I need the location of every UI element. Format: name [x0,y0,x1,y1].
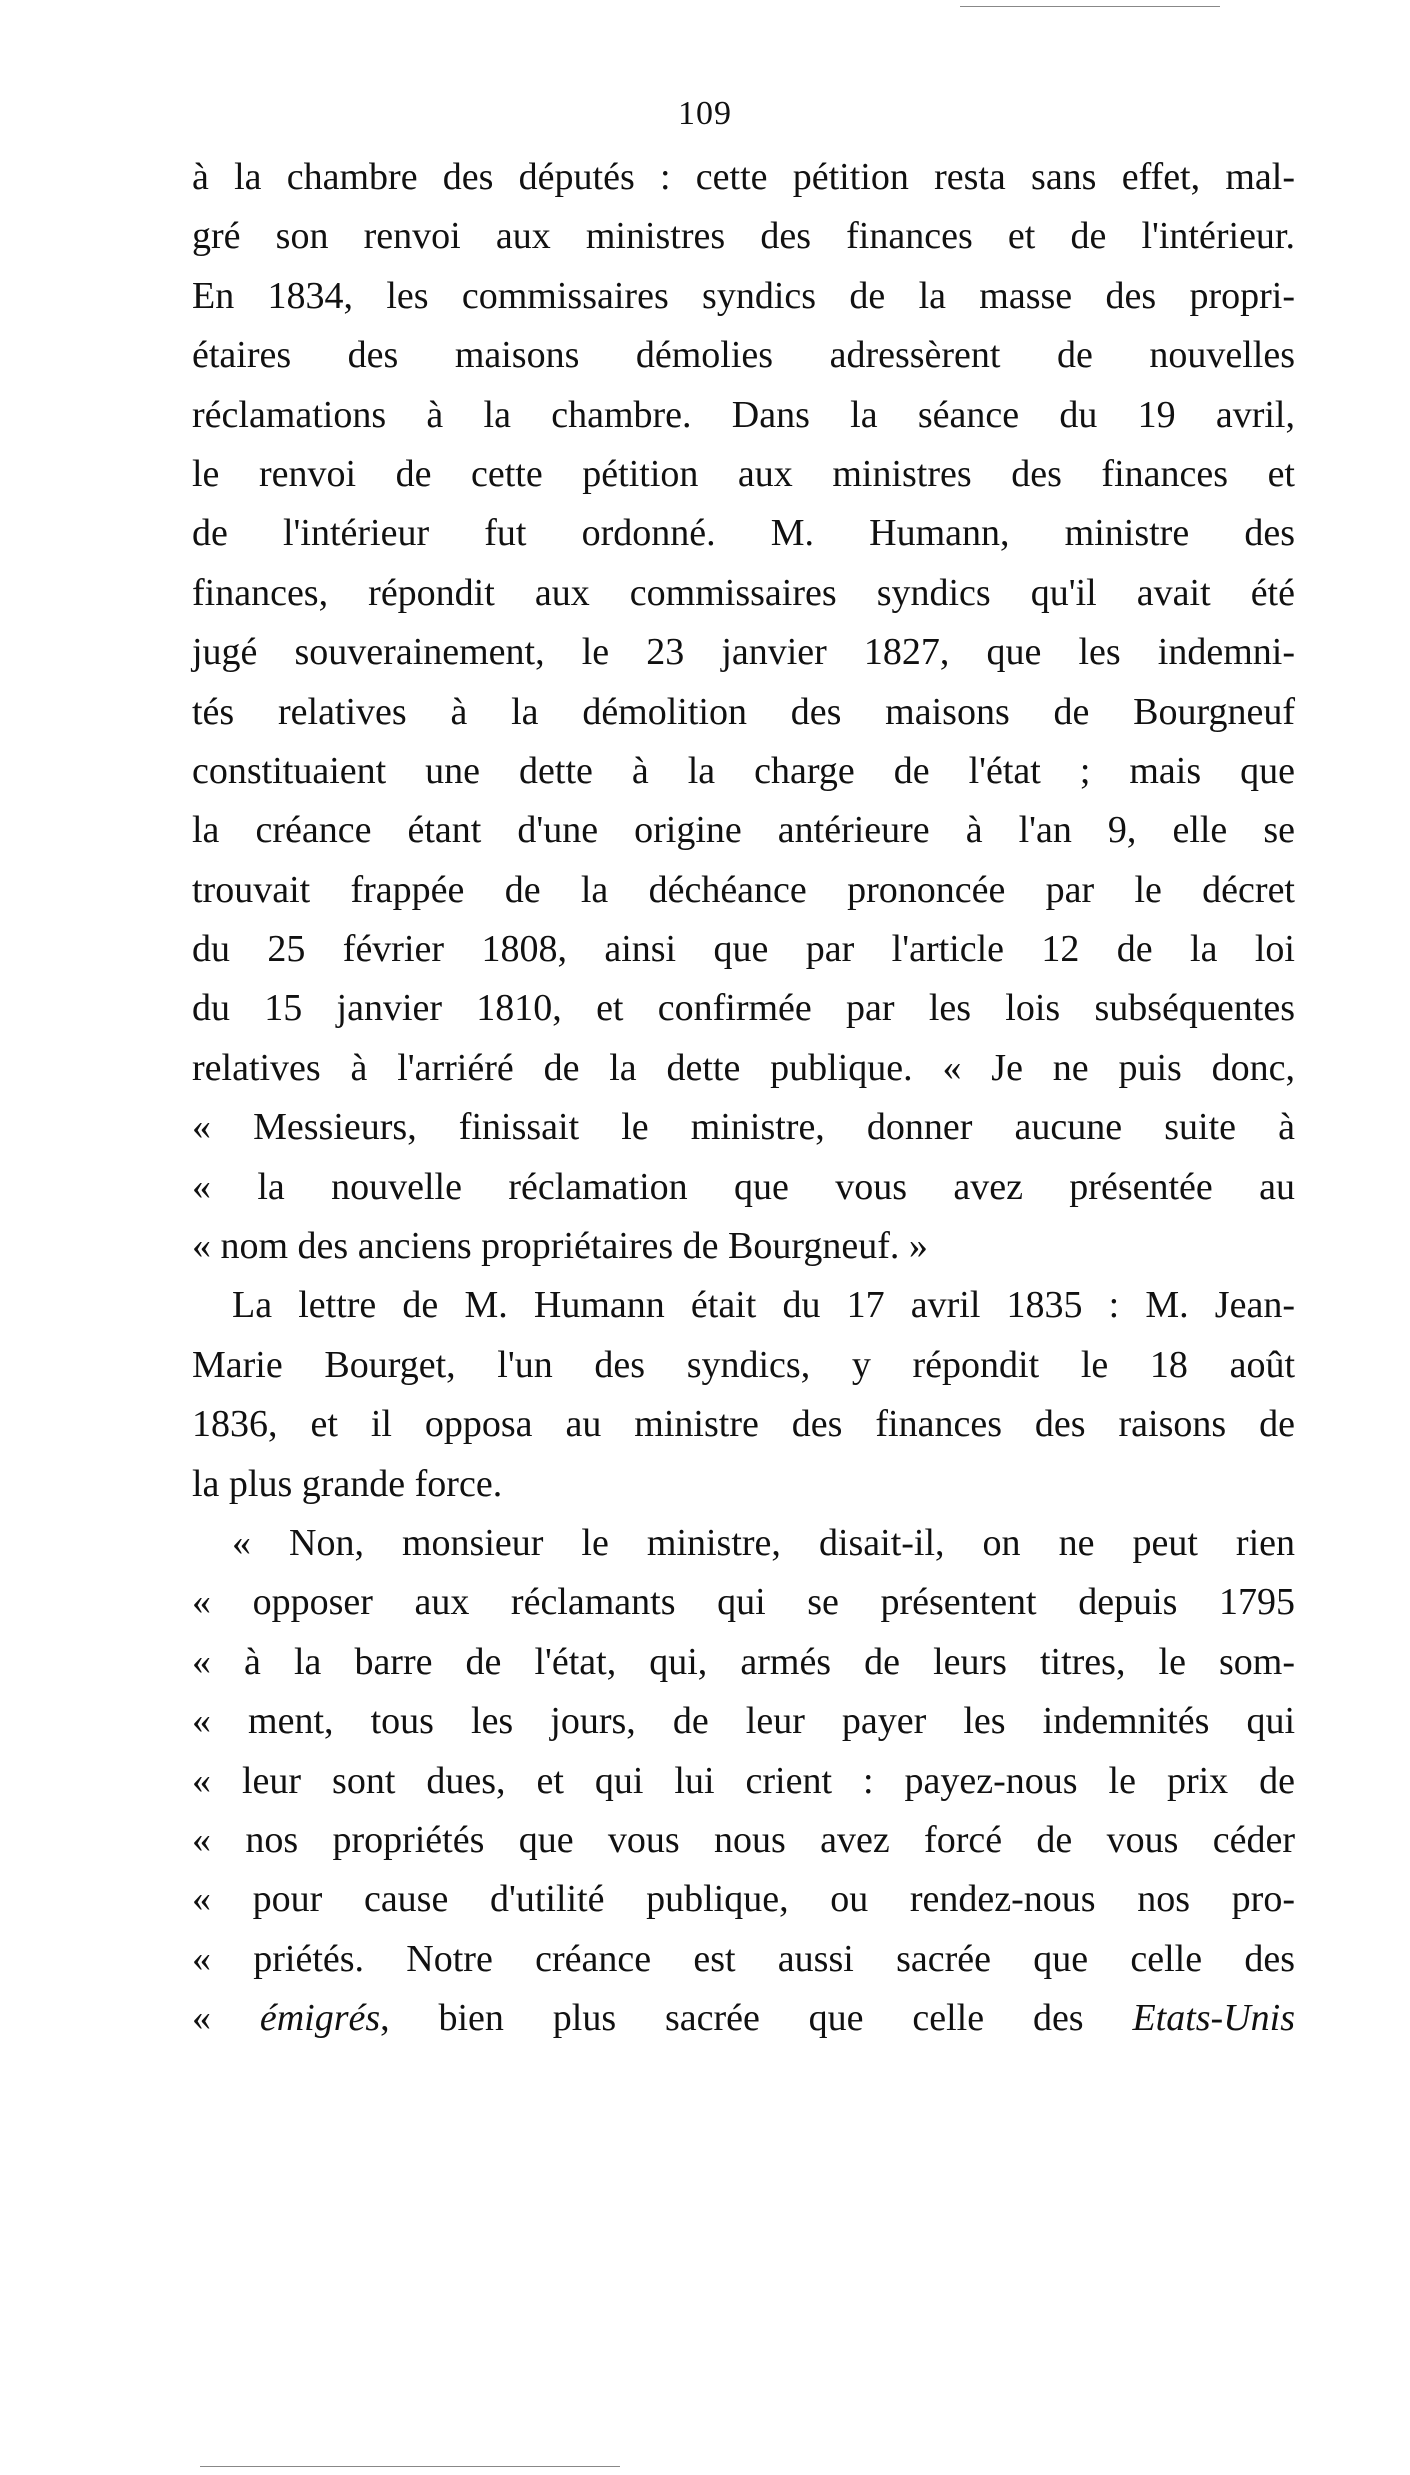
text-line: La lettre de M. Humann était du 17 avril 1835 : M. Jean- [232,1284,1295,1327]
text-line: étaires des maisons démolies adressèrent de nouvelles [192,334,1295,377]
text-line: Marie Bourget, l'un des syndics, y répondit le 18 août [192,1343,1295,1386]
text-line [192,1989,1295,2048]
text-line: 1836, et il opposa au ministre des finances des raisons de [192,1403,1295,1446]
text-line: du 15 janvier 1810, et confirmée par les lois subséquentes [192,987,1295,1030]
text-line: En 1834, les commissaires syndics de la masse des propri- [192,274,1295,317]
page-number: 109 [678,95,732,132]
text-segment: « [192,1997,260,2040]
text-line: jugé souverainement, le 23 janvier 1827, que les indemni- [192,631,1295,674]
top-edge-rule [960,6,1220,7]
text-line: réclamations à la chambre. Dans la séance du 19 avril, [192,393,1295,436]
text-line: de l'intérieur fut ordonné. M. Humann, ministre des [192,512,1295,555]
text-line: à la chambre des députés : cette pétition resta sans effet, mal- [192,156,1295,198]
text-line: finances, répondit aux commissaires syndics qu'il avait été [192,571,1295,614]
italic-text: émigrés [259,1997,381,2040]
text-line: le renvoi de cette pétition aux ministres des finances et [192,452,1295,495]
text-line: « la nouvelle réclamation que vous avez présentée au [192,1165,1295,1208]
text-line: du 25 février 1808, ainsi que par l'article 12 de la loi [192,928,1295,971]
text-line: trouvait frappée de la déchéance prononcée par le décret [192,868,1295,911]
text-line: « à la barre de l'état, qui, armés de leurs titres, le som- [192,1640,1295,1683]
text-line: tés relatives à la démolition des maisons de Bourgneuf [192,690,1295,733]
text-line: la créance étant d'une origine antérieure à l'an 9, elle se [192,809,1295,852]
body-text [192,148,1295,2049]
text-line: « pour cause d'utilité publique, ou rendez-nous nos pro- [192,1878,1295,1921]
text-line: « nos propriétés que vous nous avez forcé de vous céder [192,1818,1295,1861]
text-line: « Non, monsieur le ministre, disait-il, on ne peut rien [232,1521,1295,1564]
italic-text: Etats-Unis [1132,1997,1295,2040]
text-line: « Messieurs, finissait le ministre, donner aucune suite à [192,1106,1295,1149]
text-line: gré son renvoi aux ministres des finances et de l'intérieur. [192,215,1295,258]
bottom-edge-rule [200,2466,620,2467]
text-line: « leur sont dues, et qui lui crient : payez-nous le prix de [192,1759,1295,1802]
text-line: constituaient une dette à la charge de l'état ; mais que [192,749,1295,792]
text-line: « nom des anciens propriétaires de Bourgneuf. » [192,1225,928,1268]
text-line: « priétés. Notre créance est aussi sacrée que celle des [192,1937,1295,1980]
text-line: la plus grande force. [192,1462,503,1505]
text-line: relatives à l'arriéré de la dette publique. « Je ne puis donc, [192,1046,1295,1089]
text-line: « ment, tous les jours, de leur payer les indemnités qui [192,1700,1295,1743]
text-segment: , bien plus sacrée que celle des [380,1997,1133,2040]
text-line: « opposer aux réclamants qui se présentent depuis 1795 [192,1581,1295,1624]
